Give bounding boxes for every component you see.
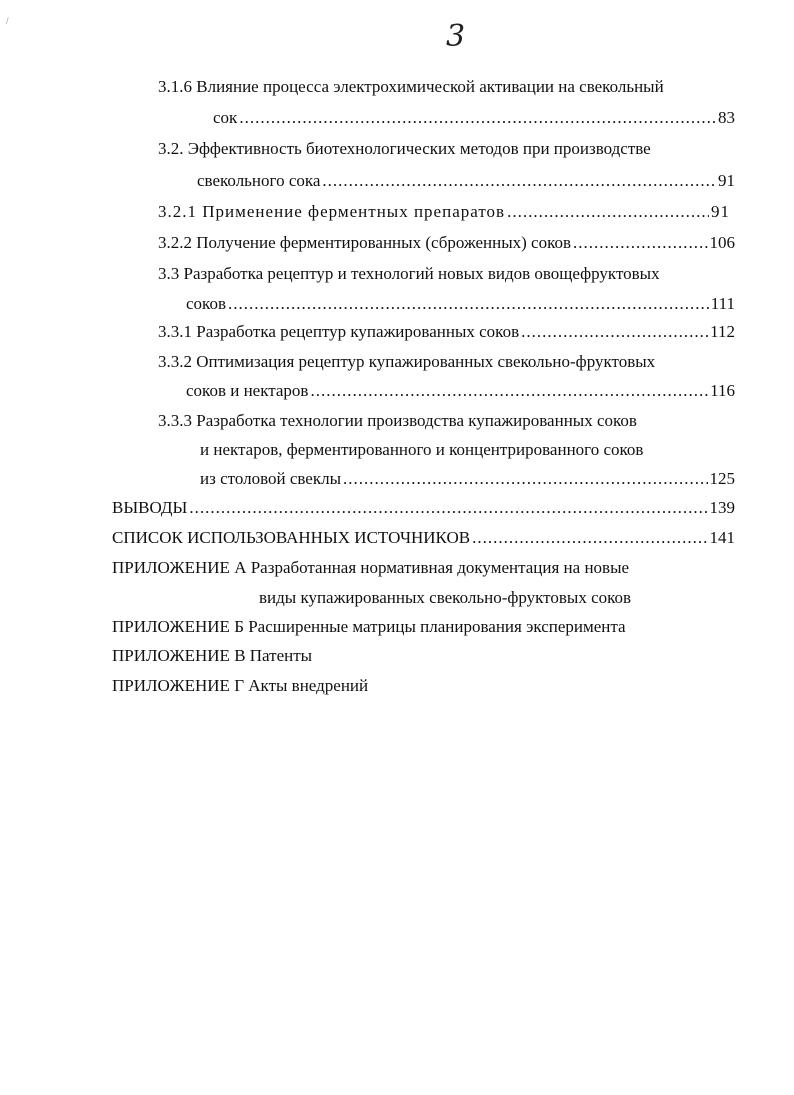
toc-appendix-v[interactable]: ПРИЛОЖЕНИЕ В Патенты <box>112 646 313 665</box>
toc-page-number: 141 <box>709 528 735 547</box>
page-number: 3 <box>446 19 466 54</box>
toc-entry-3-2[interactable] <box>197 170 735 192</box>
toc-entry-title: СПИСОК ИСПОЛЬЗОВАННЫХ ИСТОЧНИКОВ <box>112 528 471 547</box>
toc-entry-title: свекольного сока <box>197 171 321 190</box>
toc-entry-3-2-2[interactable] <box>158 232 735 254</box>
toc-entry-title: 3.3.1 Разработка рецептур купажированных соков <box>158 322 520 341</box>
toc-entry-title: 3.2.1 Применение ферментных препаратов <box>158 202 506 221</box>
toc-appendix-a-line1[interactable]: ПРИЛОЖЕНИЕ А Разработанная нормативная документация на новые <box>112 558 630 577</box>
toc-appendix-b[interactable]: ПРИЛОЖЕНИЕ Б Расширенные матрицы планирования эксперимента <box>112 617 626 636</box>
dot-leader <box>239 107 716 129</box>
toc-page-number: 91 <box>711 202 730 221</box>
toc-entry-title: ВЫВОДЫ <box>112 498 188 517</box>
toc-page-number: 91 <box>718 171 735 190</box>
dot-leader <box>573 232 707 254</box>
toc-entry-3-3-3[interactable] <box>200 468 735 490</box>
toc-entry-3-3-line1: 3.3 Разработка рецептур и технологий новых видов овощефруктовых <box>158 264 660 283</box>
toc-page-number: 106 <box>709 233 735 252</box>
dot-leader <box>472 527 707 549</box>
toc-entry-title: из столовой свеклы <box>200 469 342 488</box>
toc-page-number: 111 <box>710 294 735 313</box>
dot-leader <box>521 321 708 343</box>
dot-leader <box>507 201 709 223</box>
toc-entry-title: соков и нектаров <box>186 381 309 400</box>
toc-entry-title: сок <box>213 108 238 127</box>
toc-entry-3-3[interactable] <box>186 293 735 315</box>
toc-page-number: 139 <box>709 498 735 517</box>
dot-leader <box>322 170 716 192</box>
toc-entry-3-3-3-line2: и нектаров, ферментированного и концентрированного соков <box>200 440 644 459</box>
toc-entry-references[interactable] <box>112 527 735 549</box>
toc-entry-3-1-6-line1: 3.1.6 Влияние процесса электрохимической активации на свекольный <box>158 77 664 96</box>
toc-entry-3-2-1[interactable] <box>158 201 730 223</box>
toc-entry-3-3-2-line1: 3.3.2 Оптимизация рецептур купажированных свекольно-фруктовых <box>158 352 656 371</box>
toc-page-number: 116 <box>710 381 735 400</box>
dot-leader <box>310 380 708 402</box>
toc-appendix-a-line2: виды купажированных свекольно-фруктовых соков <box>259 588 632 607</box>
toc-entry-title: 3.2.2 Получение ферментированных (сброженных) соков <box>158 233 572 252</box>
toc-page-number: 83 <box>718 108 735 127</box>
toc-appendix-g[interactable]: ПРИЛОЖЕНИЕ Г Акты внедрений <box>112 676 369 695</box>
toc-entry-title: соков <box>186 294 226 313</box>
toc-entry-conclusions[interactable] <box>112 497 735 519</box>
toc-entry-3-1-6[interactable] <box>213 107 735 129</box>
toc-entry-3-3-2[interactable] <box>186 380 735 402</box>
toc-entry-3-3-3-line1: 3.3.3 Разработка технологии производства купажированных соков <box>158 411 637 430</box>
dot-leader <box>343 468 707 490</box>
toc-entry-3-2-line1: 3.2. Эффективность биотехнологических методов при производстве <box>158 139 651 158</box>
toc-page-number: 125 <box>709 469 735 488</box>
toc-page-number: 112 <box>710 322 735 341</box>
toc-entry-3-3-1[interactable] <box>158 321 735 343</box>
scan-mark: / <box>6 16 9 26</box>
dot-leader <box>228 293 709 315</box>
dot-leader <box>189 497 707 519</box>
